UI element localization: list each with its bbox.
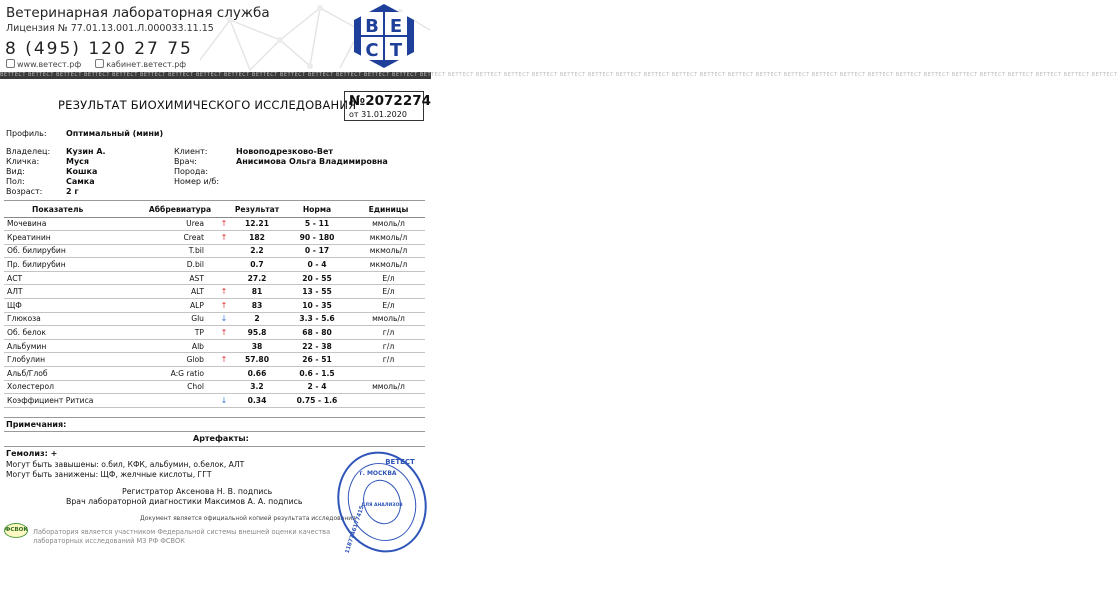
abbr-cell: Glu (144, 312, 216, 326)
norm-cell: 0 - 4 (282, 258, 352, 272)
result-cell: 0.34 (232, 394, 282, 408)
result-cell: 95.8 (232, 326, 282, 340)
table-row (4, 353, 425, 367)
lab-stamp (336, 448, 428, 556)
abbr-cell: A:G ratio (144, 367, 216, 381)
owner-value: Кузин А. (66, 147, 106, 156)
unit-cell: г/л (352, 339, 425, 353)
norm-cell: 22 - 38 (282, 339, 352, 353)
indicator-cell: АСТ (4, 271, 144, 285)
flag-icon (216, 258, 232, 272)
flag-icon: ↓ (216, 394, 232, 408)
report-title: РЕЗУЛЬТАТ БИОХИМИЧЕСКОГО ИССЛЕДОВАНИЯ (58, 98, 357, 112)
indicator-cell: АЛТ (4, 285, 144, 299)
results-table (4, 203, 425, 408)
web-links (6, 59, 186, 69)
vetest-logo (352, 2, 416, 70)
svg-text:Е: Е (389, 16, 403, 37)
indicator-cell: Глюкоза (4, 312, 144, 326)
table-row (4, 367, 425, 381)
flag-icon: ↑ (216, 285, 232, 299)
unit-cell: г/л (352, 353, 425, 367)
col-abbr: Аббревиатура (144, 203, 216, 217)
table-row (4, 231, 425, 245)
species-value: Кошка (66, 167, 98, 176)
table-row (4, 326, 425, 340)
result-cell: 182 (232, 231, 282, 245)
doctor-label: Врач: (174, 157, 197, 166)
abbr-cell: TP (144, 326, 216, 340)
client-label: Клиент: (174, 147, 208, 156)
chip-label: Номер и/б: (174, 177, 220, 186)
owner-label: Владелец: (6, 147, 51, 156)
result-cell: 81 (232, 285, 282, 299)
breed-label: Порода: (174, 167, 209, 176)
abbr-cell: ALP (144, 299, 216, 313)
indicator-cell: Пр. билирубин (4, 258, 144, 272)
license: Лицензия № 77.01.13.001.Л.000033.11.15 (6, 23, 214, 34)
artifacts-divider (4, 431, 425, 432)
col-norm: Норма (282, 203, 352, 217)
result-cell: 57.80 (232, 353, 282, 367)
client-value: Новоподрезково-Вет (236, 147, 333, 156)
result-cell: 2 (232, 312, 282, 326)
result-cell: 83 (232, 299, 282, 313)
result-cell: 38 (232, 339, 282, 353)
norm-cell: 90 - 180 (282, 231, 352, 245)
abbr-cell: Chol (144, 380, 216, 394)
indicator-cell: Холестерол (4, 380, 144, 394)
norm-cell: 3.3 - 5.6 (282, 312, 352, 326)
profile-label: Профиль: (6, 129, 47, 138)
norm-cell: 10 - 35 (282, 299, 352, 313)
flag-icon: ↓ (216, 312, 232, 326)
result-cell: 3.2 (232, 380, 282, 394)
col-unit: Единицы (352, 203, 425, 217)
abbr-cell: Glob (144, 353, 216, 367)
norm-cell: 13 - 55 (282, 285, 352, 299)
col-result: Результат (232, 203, 282, 217)
table-row (4, 380, 425, 394)
result-cell: 0.7 (232, 258, 282, 272)
unit-cell: ммоль/л (352, 312, 425, 326)
norm-cell: 2 - 4 (282, 380, 352, 394)
phone: 8 (495) 120 27 75 (5, 39, 193, 59)
flag-icon (216, 367, 232, 381)
flag-icon: ↑ (216, 353, 232, 367)
abbr-cell (144, 394, 216, 408)
table-row (4, 244, 425, 258)
unit-cell: Е/л (352, 271, 425, 285)
stamp-outer-text: ВЕТЕСТ (385, 458, 415, 466)
abbr-cell: Urea (144, 217, 216, 231)
table-row (4, 285, 425, 299)
registrar-signature: Регистратор Аксенова Н. В. подпись (122, 487, 273, 496)
nick-label: Кличка: (6, 157, 40, 166)
norm-cell: 26 - 51 (282, 353, 352, 367)
svg-text:В: В (365, 16, 379, 37)
indicator-cell: Креатинин (4, 231, 144, 245)
table-row (4, 312, 425, 326)
org-name: Ветеринарная лабораторная служба (6, 5, 270, 21)
unit-cell: мкмоль/л (352, 258, 425, 272)
unit-cell: Е/л (352, 299, 425, 313)
note-lowered: Могут быть занижены: ЩФ, желчные кислоты, ГГТ (6, 470, 212, 479)
sex-label: Пол: (6, 177, 25, 186)
age-value: 2 г (66, 187, 79, 196)
doctor-signature: Врач лабораторной диагностики Максимов А. А. подпись (66, 497, 303, 506)
norm-cell: 0 - 17 (282, 244, 352, 258)
profile-value: Оптимальный (мини) (66, 129, 164, 138)
artifacts-label: Артефакты: (193, 434, 249, 443)
notes-divider (4, 417, 425, 418)
species-label: Вид: (6, 167, 25, 176)
table-header-row (4, 203, 425, 217)
unit-cell: Е/л (352, 285, 425, 299)
flag-icon (216, 244, 232, 258)
indicator-cell: Мочевина (4, 217, 144, 231)
note-elevated: Могут быть завышены: о.бил, КФК, альбумин, о.белок, АЛТ (6, 460, 245, 469)
table-row (4, 271, 425, 285)
table-row (4, 339, 425, 353)
user-icon (95, 59, 104, 68)
report-number: №2072274 (349, 93, 431, 109)
hemolysis-divider (4, 446, 425, 447)
indicator-cell: Коэффициент Ритиса (4, 394, 144, 408)
flag-icon: ↑ (216, 217, 232, 231)
table-row (4, 258, 425, 272)
flag-icon: ↑ (216, 326, 232, 340)
indicator-cell: ЩФ (4, 299, 144, 313)
globe-icon (6, 59, 15, 68)
copy-note: Документ является официальной копией результата исследования (140, 515, 356, 522)
indicator-cell: Альб/Глоб (4, 367, 144, 381)
abbr-cell: Creat (144, 231, 216, 245)
header (0, 0, 431, 72)
col-flag (216, 203, 232, 217)
site-link[interactable]: www.ветест.рф (6, 59, 81, 69)
abbr-cell: D.bil (144, 258, 216, 272)
flag-icon (216, 380, 232, 394)
table-row (4, 217, 425, 231)
table-row (4, 394, 425, 408)
svg-text:Т: Т (389, 40, 403, 61)
doctor-value: Анисимова Ольга Владимировна (236, 157, 388, 166)
indicator-cell: Альбумин (4, 339, 144, 353)
abbr-cell: ALT (144, 285, 216, 299)
unit-cell (352, 394, 425, 408)
indicator-cell: Об. белок (4, 326, 144, 340)
sex-value: Самка (66, 177, 95, 186)
table-row (4, 299, 425, 313)
report-date: от 31.01.2020 (349, 110, 407, 119)
flag-icon (216, 339, 232, 353)
abbr-cell: T.bil (144, 244, 216, 258)
age-label: Возраст: (6, 187, 43, 196)
result-cell: 12.21 (232, 217, 282, 231)
hemolysis: Гемолиз: + (6, 449, 58, 458)
table-top-divider (4, 200, 425, 201)
norm-cell: 0.75 - 1.6 (282, 394, 352, 408)
unit-cell (352, 367, 425, 381)
stamp-num-text: 1187746177415 (344, 505, 366, 555)
flag-icon: ↑ (216, 299, 232, 313)
result-cell: 27.2 (232, 271, 282, 285)
abbr-cell: AST (144, 271, 216, 285)
stamp-mid-text: ДЛЯ АНАЛИЗОВ (361, 503, 403, 508)
unit-cell: мкмоль/л (352, 231, 425, 245)
svg-text:С: С (365, 40, 379, 61)
remarks-label: Примечания: (6, 420, 67, 429)
flag-icon (216, 271, 232, 285)
result-cell: 0.66 (232, 367, 282, 381)
unit-cell: ммоль/л (352, 380, 425, 394)
norm-cell: 20 - 55 (282, 271, 352, 285)
result-cell: 2.2 (232, 244, 282, 258)
unit-cell: ммоль/л (352, 217, 425, 231)
indicator-cell: Глобулин (4, 353, 144, 367)
footer-text: Лаборатория является участником Федеральной системы внешней оценки качества лабораторных исследований МЗ РФ ФСВОК (33, 528, 331, 545)
cabinet-link[interactable]: кабинет.ветест.рф (95, 59, 186, 69)
unit-cell: мкмоль/л (352, 244, 425, 258)
col-indicator: Показатель (4, 203, 144, 217)
report-number-box (344, 91, 431, 121)
indicator-cell: Об. билирубин (4, 244, 144, 258)
abbr-cell: Alb (144, 339, 216, 353)
flag-icon: ↑ (216, 231, 232, 245)
brand-stripe: ВЕТТЕСТ ВЕТТЕСТ ВЕТТЕСТ ВЕТТЕСТ ВЕТТЕСТ ВЕТТЕСТ ВЕТТЕСТ ВЕТТЕСТ ВЕТТЕСТ ВЕТТЕСТ ВЕТТЕСТ ВЕТТЕСТ ВЕТТЕСТ ВЕТТЕСТ ВЕТТЕСТ ВЕТТЕСТ ВЕТТЕСТ ВЕТТЕСТ ВЕТТЕСТ ВЕТТЕСТ ВЕТТЕСТ ВЕТТЕСТ ВЕТТЕСТ ВЕТТЕСТ ВЕТТЕСТ ВЕТТЕСТ ВЕТТЕСТ ВЕТТЕСТ ВЕТТЕСТ ВЕТТЕСТ ВЕТТЕСТ ВЕТТЕСТ ВЕТТЕСТ ВЕТТЕСТ ВЕТТЕСТ ВЕТТЕСТ ВЕТТЕСТ ВЕТТЕСТ ВЕТТЕСТ ВЕТТЕСТ (0, 72, 1118, 78)
norm-cell: 5 - 11 (282, 217, 352, 231)
nick-value: Муся (66, 157, 90, 166)
fsvok-badge: ФСВОК (4, 523, 28, 538)
unit-cell: г/л (352, 326, 425, 340)
norm-cell: 0.6 - 1.5 (282, 367, 352, 381)
stamp-inner-text: г. МОСКВА (359, 470, 397, 477)
norm-cell: 68 - 80 (282, 326, 352, 340)
